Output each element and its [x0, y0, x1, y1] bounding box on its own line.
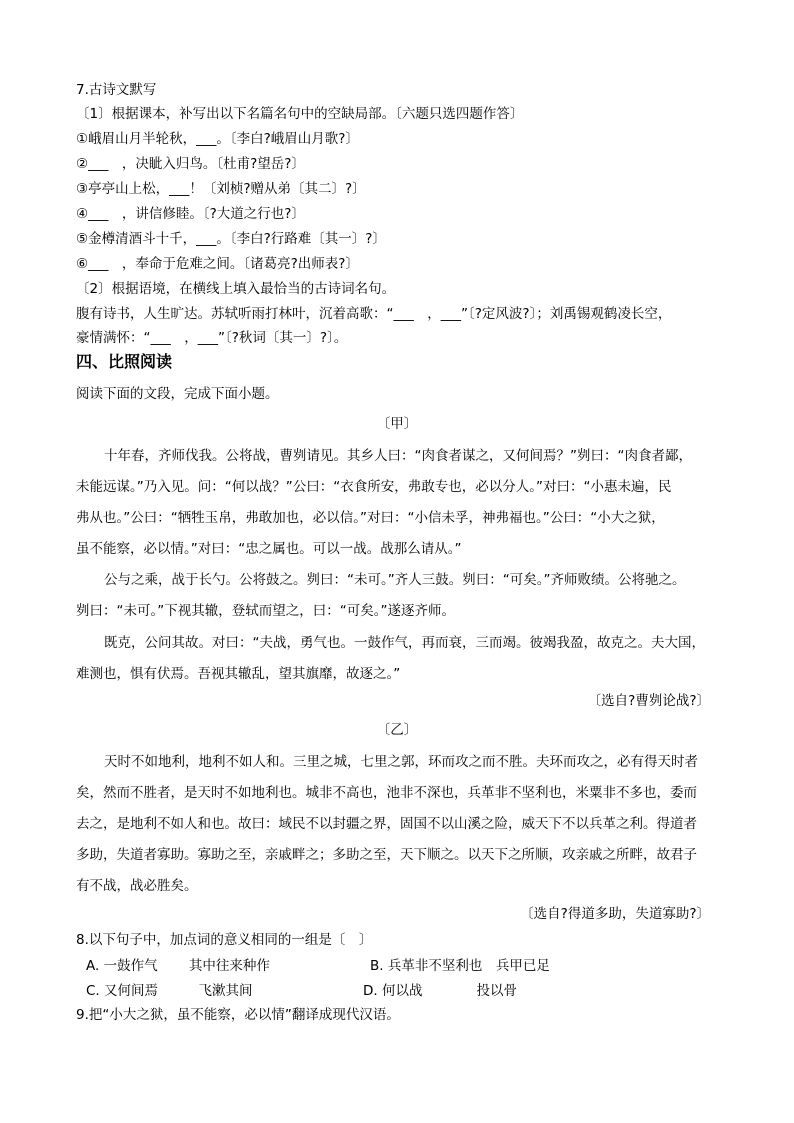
q8-question: 8.以下句子中，加点词的意义相同的一组是〔 〕 — [76, 932, 373, 948]
section-intro: 阅读下面的文段，完成下面小题。 — [76, 386, 279, 402]
q7-item-2: ②___ ，决眦入归鸟。〔杜甫?望岳?〕 — [76, 156, 305, 172]
passage-jia-line: 弗从也。”公曰：“牺牲玉帛，弗敢加也，必以信。”对曰：“小信未孚，神弗福也。”公曰：“小大之狱， — [76, 510, 665, 526]
passage-jia-line: 未能远谋。”乃入见。问：“何以战？”公曰：“衣食所安，弗敢专也，必以分人。”对曰：“小惠未遍，民 — [76, 479, 672, 495]
q7-part1-instruction: 〔1〕根据课本，补写出以下名篇名句中的空缺局部。〔六题只选四题作答〕 — [76, 106, 524, 122]
q7-title: 7.古诗文默写 — [76, 82, 157, 98]
q7-item-4: ④___ ，讲信修睦。〔?大道之行也?〕 — [76, 206, 305, 222]
passage-jia-line: 虽不能察，必以情。”对曰：“忠之属也。可以一战。战那么请从。” — [76, 541, 462, 557]
passage-yi-source: 〔选自?得道多助，失道寡助?〕 — [520, 906, 710, 922]
passage-yi-line: 多助，失道者寡助。寡助之至，亲戚畔之；多助之至，天下顺之。以天下之所顺，攻亲戚之所畔，故君子 — [76, 847, 697, 863]
q7-item-6: ⑥___ ，奉命于危难之间。〔诸葛亮?出师表?〕 — [76, 256, 359, 272]
q8-option-a: A. 一鼓作气 其中往来种作 — [86, 958, 270, 974]
passage-jia-line: 既克，公问其故。对曰：“夫战，勇气也。一鼓作气，再而衰，三而竭。彼竭我盈，故克之。夫大国， — [104, 635, 705, 651]
q8-option-d: D. 何以战 投以骨 — [363, 983, 517, 999]
q7-part2-line-2: 豪情满怀：“___ ，___”〔?秋词〔其一〕?〕。 — [76, 330, 348, 346]
q7-item-3: ③亭亭山上松，___！〔刘桢?赠从弟〔其二〕?〕 — [76, 181, 366, 197]
passage-yi-line: 矣，然而不胜者，是天时不如地利也。城非不高也，池非不深也，兵革非不坚利也，米粟非不多也，委而 — [76, 785, 697, 801]
passage-yi-line: 天时不如地利，地利不如人和。三里之城，七里之郭，环而攻之而不胜。夫环而攻之，必有得天时者 — [104, 754, 698, 770]
q7-part2-line-1: 腹有诗书，人生旷达。苏轼听雨打林叶，沉着高歌：“___ ，___”〔?定风波?〕；刘禹锡观鹤凌长空， — [76, 306, 672, 322]
section-heading: 四、比照阅读 — [76, 352, 173, 371]
q7-item-5: ⑤金樽清酒斗十千，___。〔李白?行路难〔其一〕?〕 — [76, 231, 386, 247]
q8-option-b: B. 兵革非不坚利也 兵甲已足 — [370, 958, 550, 974]
q7-part2-instruction: 〔2〕根据语境，在横线上填入最恰当的古诗词名句。 — [76, 281, 396, 297]
passage-jia-line: 难测也，惧有伏焉。吾视其辙乱，望其旗靡，故逐之。” — [76, 666, 401, 682]
passage-yi-line: 去之，是地利不如人和也。故曰：域民不以封疆之界，固国不以山溪之险，威天下不以兵革之利。得道者 — [76, 816, 697, 832]
passage-jia-line: 公与之乘，战于长勺。公将鼓之。刿曰：“未可。”齐人三鼓。刿曰：“可矣。”齐师败绩。公将驰之。 — [104, 572, 686, 588]
passage-jia-line: 刿曰：“未可。”下视其辙，登轼而望之，曰：“可矣。”遂逐齐师。 — [76, 603, 455, 619]
passage-yi-label: 〔乙〕 — [376, 722, 418, 738]
q7-item-1: ①峨眉山月半轮秋，___。〔李白?峨眉山月歌?〕 — [76, 131, 359, 147]
q8-option-c: C. 又何间焉 飞漱其间 — [86, 983, 253, 999]
passage-jia-label: 〔甲〕 — [376, 416, 418, 432]
q9-question: 9.把“小大之狱，虽不能察，必以情”翻译成现代汉语。 — [76, 1007, 400, 1023]
passage-jia-line: 十年春，齐师伐我。公将战，曹刿请见。其乡人曰：“肉食者谋之，又何间焉？”刿曰：“肉食者鄙， — [104, 448, 692, 464]
passage-jia-source: 〔选自?曹刿论战?〕 — [587, 693, 710, 709]
passage-yi-line: 有不战，战必胜矣。 — [76, 878, 198, 894]
